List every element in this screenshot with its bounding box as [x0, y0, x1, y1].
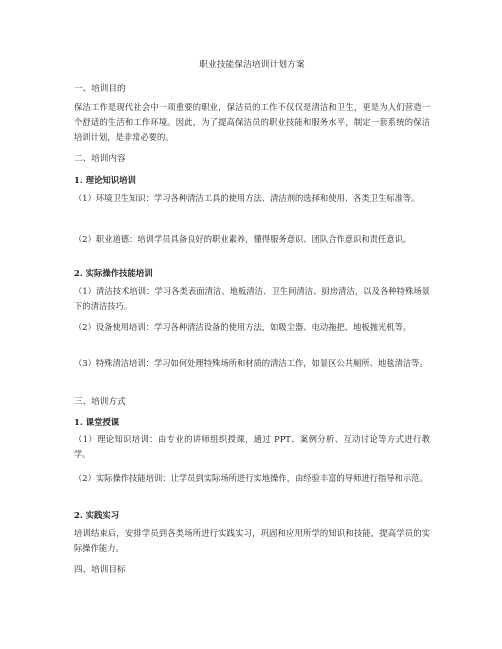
- subheading-theory: 1. 理论知识培训: [74, 175, 136, 185]
- section-heading-purpose: 一、培训目的: [74, 84, 126, 94]
- document-title: 职业技能保洁培训计划方案: [199, 60, 305, 70]
- classroom-item-2: （2）实际操作技能培训：让学员到实际场所进行实地操作，由经验丰富的导师进行指导和示范。: [74, 473, 428, 483]
- purpose-paragraph: 保洁工作是现代社会中一项重要的职业，保洁员的工作不仅仅是清洁和卫生，更是为人们营造一个舒适的生活和工作环境。因此，为了提高保洁员的职业技能和服务水平，制定一套系统的保洁培训计划，是非常必要的。: [74, 102, 430, 142]
- practice-item-2: （2）设备使用培训：学习各种清洁设备的使用方法，如吸尘器、电动拖把、地板抛光机等。: [74, 322, 412, 332]
- subheading-classroom: 1. 课堂授课: [74, 417, 120, 427]
- section-heading-content: 二、培训内容: [74, 154, 126, 164]
- theory-item-1: （1）环境卫生知识：学习各种清洁工具的使用方法、清洁剂的选择和使用、各类卫生标准等。: [74, 193, 420, 203]
- theory-item-2: （2）职业道德：培训学员具备良好的职业素养，懂得服务意识、团队合作意识和责任意识。: [74, 234, 412, 244]
- classroom-item-1: （1）理论知识培训：由专业的讲师组织授课，通过 PPT、案例分析、互动讨论等方式进行教学。: [74, 434, 430, 459]
- subheading-internship: 2. 实践实习: [74, 510, 120, 520]
- internship-paragraph: 培训结束后，安排学员到各类场所进行实践实习，巩固和应用所学的知识和技能，提高学员的实际操作能力。: [74, 528, 430, 553]
- subheading-practice: 2. 实际操作技能培训: [74, 268, 153, 278]
- section-heading-goals: 四、培训目标: [74, 565, 126, 575]
- section-heading-method: 三、培训方式: [74, 397, 126, 407]
- practice-item-1: （1）清洁技术培训：学习各类表面清洁、地板清洁、卫生间清洁、厨房清洁，以及各种特殊场景下的清洁技巧。: [74, 286, 430, 311]
- practice-item-3: （3）特殊清洁培训：学习如何处理特殊场所和材质的清洁工作，如景区公共厕所、地毯清洁等。: [74, 358, 428, 368]
